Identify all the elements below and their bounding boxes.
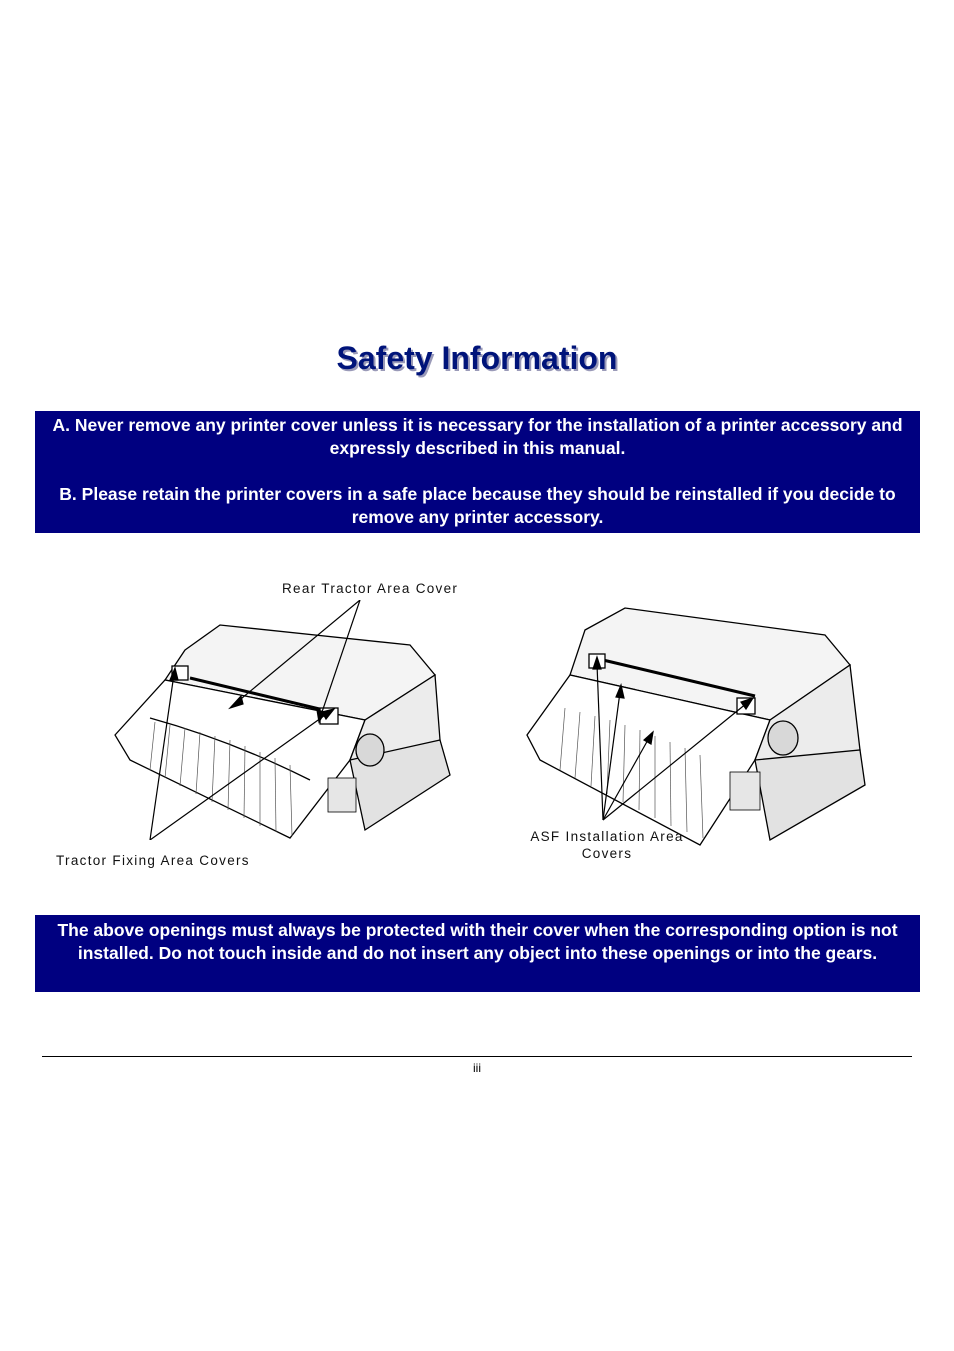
page-number: iii	[473, 1061, 481, 1075]
asf-label-line1: ASF Installation Area	[530, 829, 684, 844]
asf-label-line2: Covers	[581, 846, 633, 861]
openings-warning-text: The above openings must always be protected with their cover when the corresponding option is not installed. Do not touch inside and do not insert any object into these openings or into the gears.	[57, 920, 898, 963]
openings-warning-box	[35, 915, 920, 992]
notice-item-a: A. Never remove any printer cover unless it is necessary for the installation of a printer accessory and expressly described in this manual.	[52, 415, 903, 458]
rear-tractor-area-cover-label: Rear Tractor Area Cover	[282, 581, 459, 596]
page-title: Safety Information	[336, 340, 618, 376]
footer-divider	[42, 1056, 912, 1057]
safety-notice-box	[35, 411, 920, 533]
printer-illustration-right	[525, 600, 870, 855]
asf-installation-area-covers-label	[527, 828, 687, 862]
tractor-fixing-area-covers-label: Tractor Fixing Area Covers	[56, 853, 250, 868]
printer-stand	[755, 750, 865, 840]
notice-item-b: B. Please retain the printer covers in a safe place because they should be reinstalled if you decide to remove any printer accessory.	[59, 484, 896, 527]
printer-illustration-left	[110, 600, 455, 840]
